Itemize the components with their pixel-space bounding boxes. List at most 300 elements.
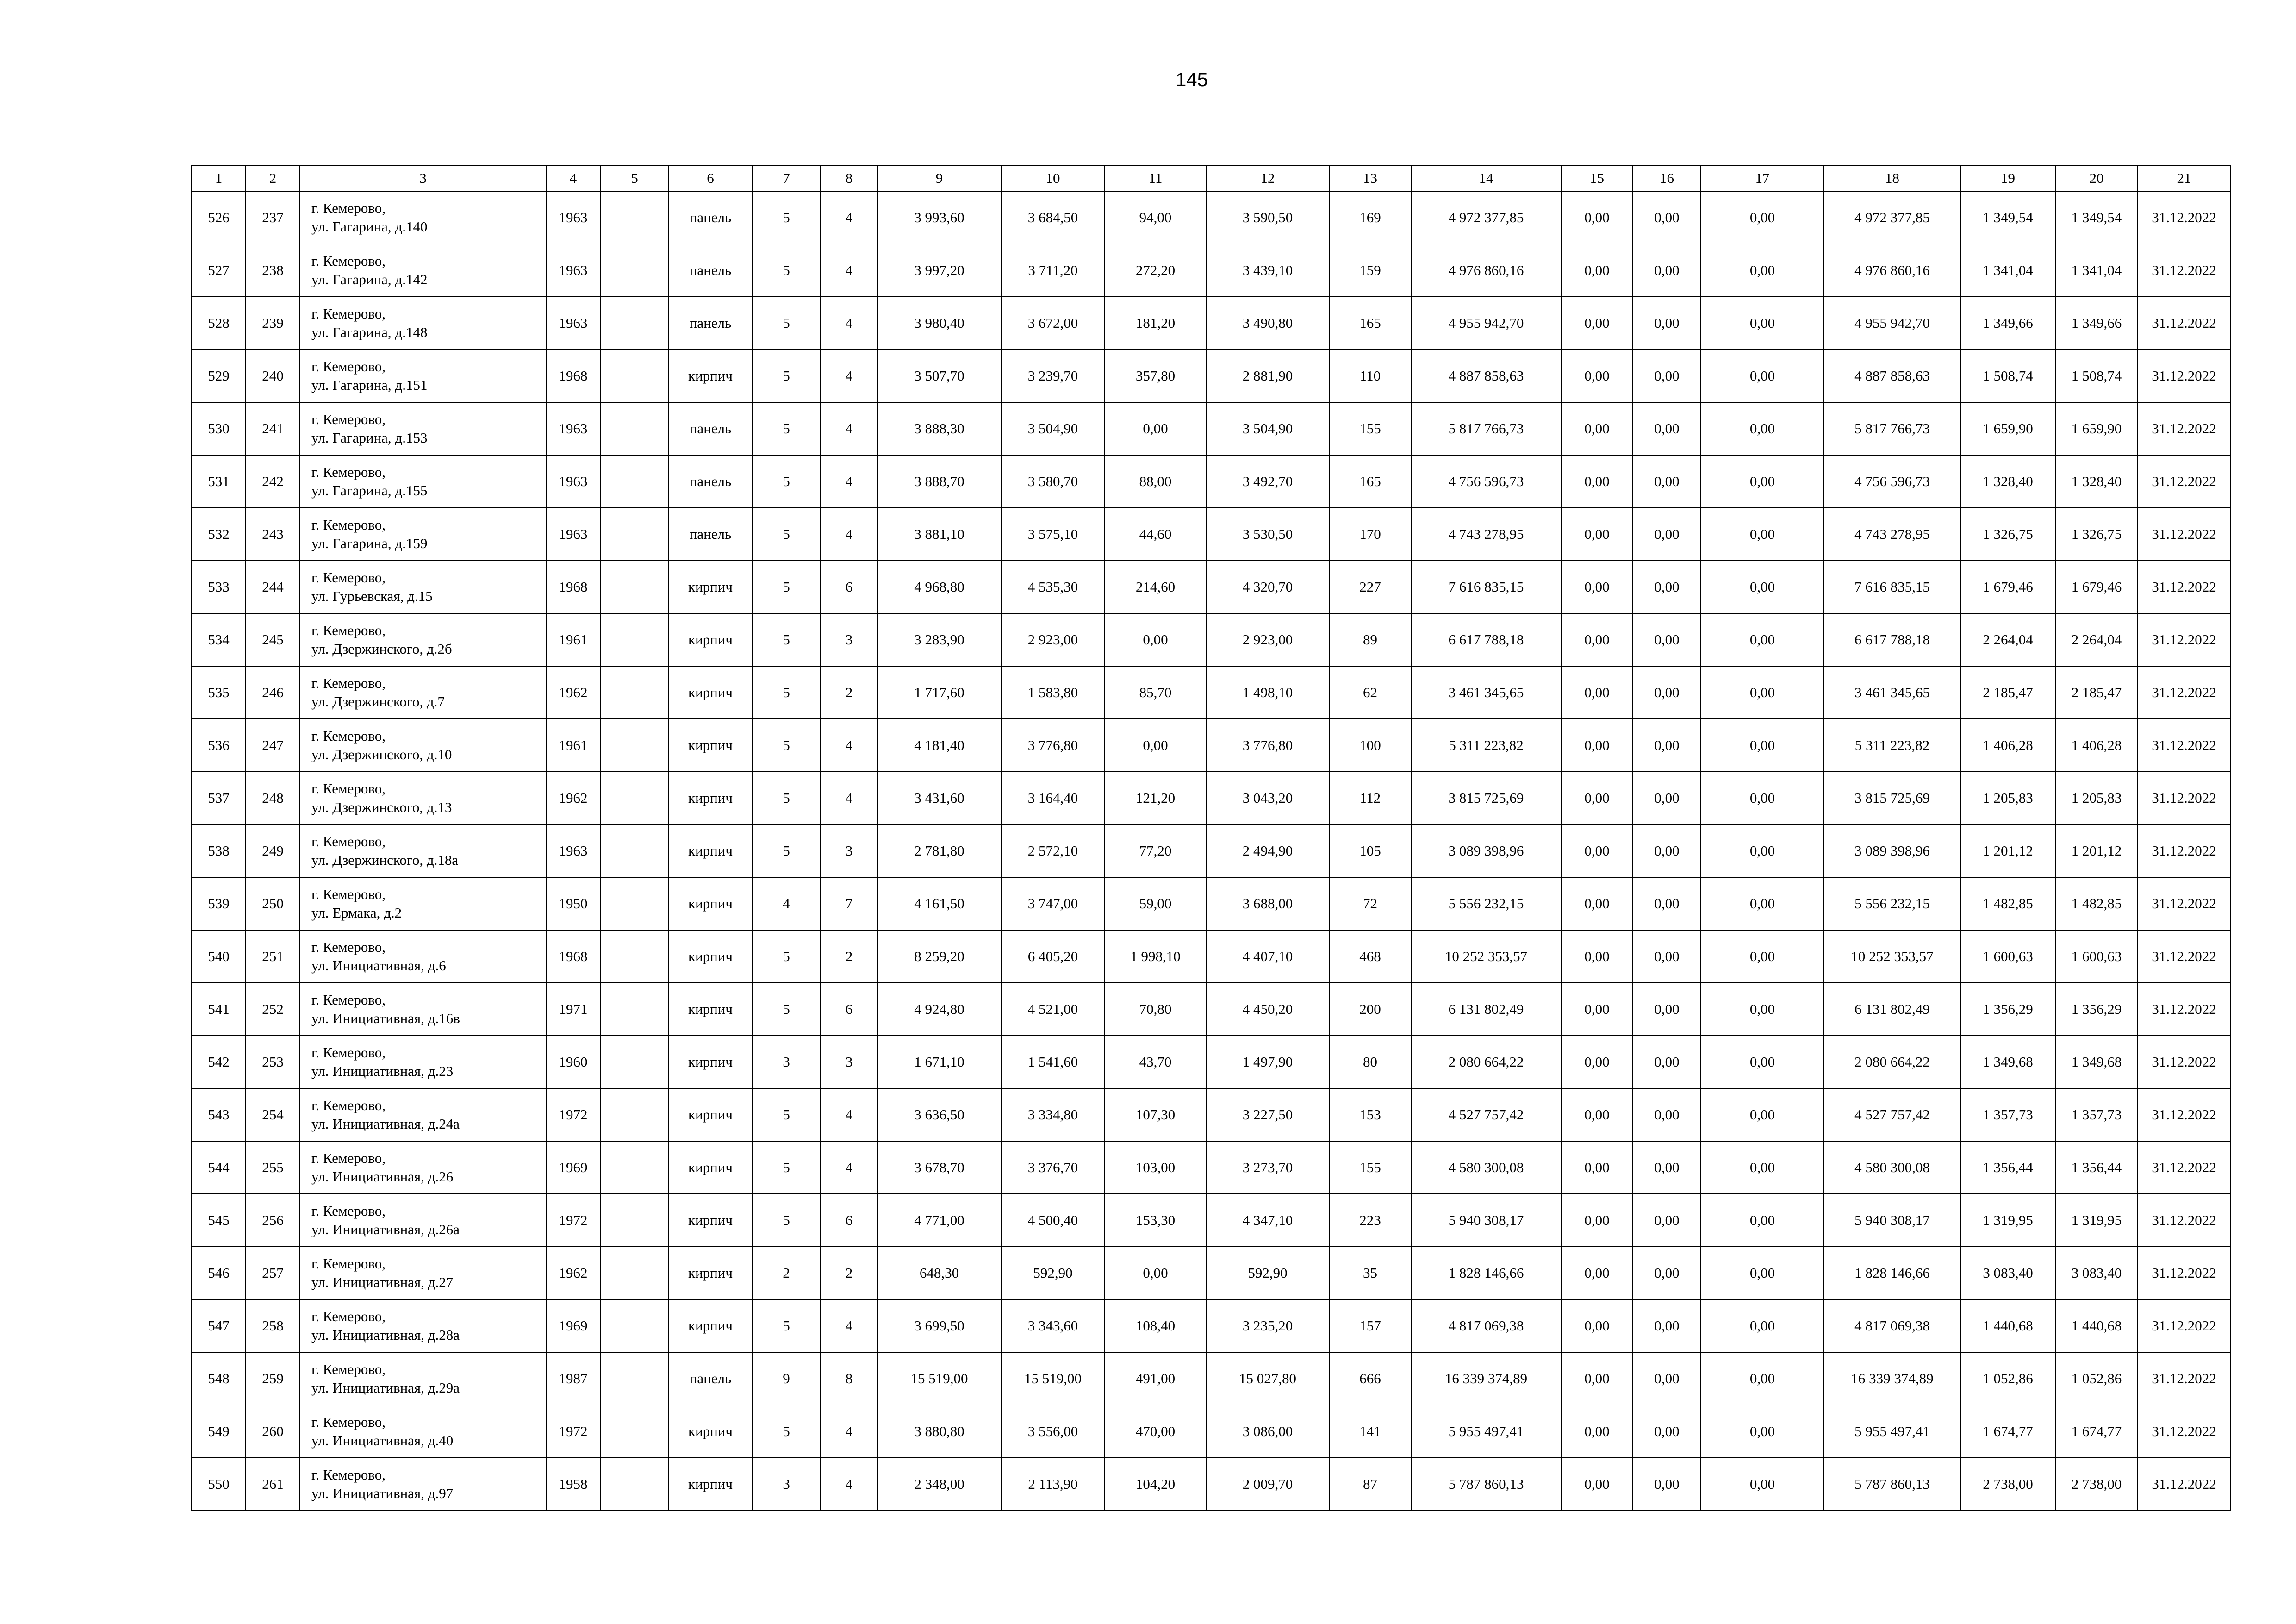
cell-col-19: 1 600,63 [1960,930,2055,983]
cell-col-2: 248 [246,772,300,824]
cell-col-9: 3 431,60 [877,772,1001,824]
address-street: ул. Гагарина, д.151 [311,377,428,393]
cell-col-6: кирпич [669,1036,752,1088]
cell-col-19: 1 326,75 [1960,508,2055,561]
cell-col-2: 261 [246,1458,300,1511]
address-street: ул. Ермака, д.2 [311,905,402,921]
cell-col-18: 4 756 596,73 [1824,455,1960,508]
cell-col-13: 62 [1329,666,1411,719]
cell-col-19: 1 341,04 [1960,244,2055,297]
cell-col-4: 1960 [546,1036,600,1088]
cell-col-20: 1 349,68 [2055,1036,2138,1088]
cell-col-4: 1961 [546,719,600,772]
cell-col-17: 0,00 [1701,1352,1824,1405]
address-city: г. Кемерово, [311,1203,386,1219]
cell-col-13: 200 [1329,983,1411,1036]
cell-col-9: 2 781,80 [877,824,1001,877]
cell-col-13: 112 [1329,772,1411,824]
cell-col-19: 1 349,68 [1960,1036,2055,1088]
table-row [192,1247,2230,1299]
cell-col-19: 1 508,74 [1960,350,2055,402]
cell-col-13: 155 [1329,1141,1411,1194]
cell-col-16: 0,00 [1633,930,1701,983]
cell-col-15: 0,00 [1561,1247,1633,1299]
cell-col-13: 468 [1329,930,1411,983]
table-row [192,983,2230,1036]
cell-col-5 [600,1352,669,1405]
address-street: ул. Гагарина, д.142 [311,271,428,287]
cell-col-15: 0,00 [1561,1141,1633,1194]
cell-col-1: 528 [192,297,246,350]
cell-col-9: 8 259,20 [877,930,1001,983]
cell-col-16: 0,00 [1633,1247,1701,1299]
address-street: ул. Гагарина, д.155 [311,482,428,499]
cell-col-1: 531 [192,455,246,508]
cell-col-20: 1 201,12 [2055,824,2138,877]
cell-col-2: 239 [246,297,300,350]
cell-col-6: кирпич [669,877,752,930]
cell-col-10: 15 519,00 [1001,1352,1105,1405]
cell-col-1: 536 [192,719,246,772]
cell-col-13: 100 [1329,719,1411,772]
column-header-16: 16 [1633,165,1701,191]
cell-col-10: 592,90 [1001,1247,1105,1299]
cell-col-10: 6 405,20 [1001,930,1105,983]
cell-col-11: 121,20 [1105,772,1206,824]
cell-col-5 [600,1299,669,1352]
address-cell [300,508,546,561]
page-number: 145 [1175,69,1208,90]
cell-col-20: 1 356,29 [2055,983,2138,1036]
cell-col-13: 155 [1329,402,1411,455]
cell-col-2: 257 [246,1247,300,1299]
column-header-11: 11 [1105,165,1206,191]
cell-col-17: 0,00 [1701,244,1824,297]
cell-col-16: 0,00 [1633,350,1701,402]
cell-col-17: 0,00 [1701,455,1824,508]
cell-col-18: 6 131 802,49 [1824,983,1960,1036]
column-header-12: 12 [1206,165,1329,191]
cell-col-8: 4 [821,772,877,824]
cell-col-2: 247 [246,719,300,772]
cell-col-10: 2 572,10 [1001,824,1105,877]
cell-col-16: 0,00 [1633,877,1701,930]
cell-col-9: 2 348,00 [877,1458,1001,1511]
cell-col-18: 5 940 308,17 [1824,1194,1960,1247]
cell-col-10: 3 376,70 [1001,1141,1105,1194]
cell-col-8: 4 [821,244,877,297]
cell-col-7: 5 [752,719,821,772]
cell-col-8: 6 [821,561,877,613]
cell-col-17: 0,00 [1701,930,1824,983]
cell-col-16: 0,00 [1633,1088,1701,1141]
cell-col-15: 0,00 [1561,1299,1633,1352]
cell-col-5 [600,983,669,1036]
cell-col-13: 170 [1329,508,1411,561]
cell-col-8: 3 [821,1036,877,1088]
cell-col-16: 0,00 [1633,1458,1701,1511]
cell-col-11: 214,60 [1105,561,1206,613]
cell-col-6: кирпич [669,719,752,772]
cell-col-2: 249 [246,824,300,877]
cell-col-1: 550 [192,1458,246,1511]
cell-col-13: 35 [1329,1247,1411,1299]
cell-col-6: панель [669,508,752,561]
address-street: ул. Дзержинского, д.18а [311,852,459,868]
address-cell [300,1247,546,1299]
address-city: г. Кемерово, [311,200,386,216]
address-cell [300,1299,546,1352]
address-city: г. Кемерово, [311,253,386,269]
cell-col-2: 243 [246,508,300,561]
cell-col-9: 3 636,50 [877,1088,1001,1141]
cell-col-2: 260 [246,1405,300,1458]
table-row [192,1141,2230,1194]
cell-col-2: 253 [246,1036,300,1088]
table-row [192,350,2230,402]
address-city: г. Кемерово, [311,1097,386,1113]
cell-col-12: 2 923,00 [1206,613,1329,666]
address-city: г. Кемерово, [311,675,386,691]
cell-col-17: 0,00 [1701,666,1824,719]
cell-col-1: 545 [192,1194,246,1247]
cell-col-13: 105 [1329,824,1411,877]
cell-col-8: 7 [821,877,877,930]
cell-col-5 [600,508,669,561]
cell-col-14: 3 461 345,65 [1411,666,1561,719]
cell-col-1: 548 [192,1352,246,1405]
table-body [192,191,2230,1511]
cell-col-8: 4 [821,402,877,455]
cell-col-13: 157 [1329,1299,1411,1352]
cell-col-15: 0,00 [1561,613,1633,666]
cell-col-20: 2 738,00 [2055,1458,2138,1511]
cell-col-21: 31.12.2022 [2138,402,2230,455]
cell-col-19: 1 659,90 [1960,402,2055,455]
cell-col-4: 1968 [546,930,600,983]
cell-col-1: 537 [192,772,246,824]
cell-col-11: 107,30 [1105,1088,1206,1141]
cell-col-10: 4 521,00 [1001,983,1105,1036]
cell-col-12: 3 776,80 [1206,719,1329,772]
cell-col-6: кирпич [669,1194,752,1247]
cell-col-13: 87 [1329,1458,1411,1511]
table-row [192,508,2230,561]
cell-col-20: 1 440,68 [2055,1299,2138,1352]
cell-col-1: 549 [192,1405,246,1458]
cell-col-10: 1 541,60 [1001,1036,1105,1088]
cell-col-17: 0,00 [1701,824,1824,877]
cell-col-2: 245 [246,613,300,666]
cell-col-11: 1 998,10 [1105,930,1206,983]
cell-col-20: 1 326,75 [2055,508,2138,561]
cell-col-18: 5 787 860,13 [1824,1458,1960,1511]
table-row [192,297,2230,350]
address-city: г. Кемерово, [311,728,386,744]
address-city: г. Кемерово, [311,1361,386,1377]
cell-col-9: 3 997,20 [877,244,1001,297]
cell-col-15: 0,00 [1561,1088,1633,1141]
cell-col-14: 4 743 278,95 [1411,508,1561,561]
cell-col-12: 3 492,70 [1206,455,1329,508]
cell-col-1: 530 [192,402,246,455]
cell-col-17: 0,00 [1701,1299,1824,1352]
column-header-4: 4 [546,165,600,191]
cell-col-7: 5 [752,455,821,508]
cell-col-17: 0,00 [1701,1036,1824,1088]
cell-col-16: 0,00 [1633,719,1701,772]
cell-col-12: 2 009,70 [1206,1458,1329,1511]
cell-col-16: 0,00 [1633,772,1701,824]
cell-col-12: 3 590,50 [1206,191,1329,244]
cell-col-1: 546 [192,1247,246,1299]
cell-col-17: 0,00 [1701,719,1824,772]
cell-col-6: панель [669,297,752,350]
cell-col-12: 592,90 [1206,1247,1329,1299]
cell-col-8: 4 [821,1405,877,1458]
cell-col-15: 0,00 [1561,244,1633,297]
cell-col-5 [600,402,669,455]
address-street: ул. Инициативная, д.23 [311,1063,454,1079]
cell-col-12: 3 043,20 [1206,772,1329,824]
address-street: ул. Инициативная, д.28а [311,1327,460,1343]
cell-col-6: панель [669,455,752,508]
cell-col-9: 648,30 [877,1247,1001,1299]
cell-col-1: 547 [192,1299,246,1352]
cell-col-17: 0,00 [1701,1141,1824,1194]
cell-col-5 [600,1405,669,1458]
cell-col-4: 1963 [546,402,600,455]
cell-col-20: 1 328,40 [2055,455,2138,508]
cell-col-8: 2 [821,930,877,983]
cell-col-18: 4 527 757,42 [1824,1088,1960,1141]
cell-col-7: 5 [752,508,821,561]
cell-col-15: 0,00 [1561,191,1633,244]
cell-col-9: 3 283,90 [877,613,1001,666]
cell-col-13: 141 [1329,1405,1411,1458]
cell-col-4: 1969 [546,1299,600,1352]
address-cell [300,719,546,772]
address-street: ул. Инициативная, д.16в [311,1010,460,1026]
cell-col-12: 2 881,90 [1206,350,1329,402]
cell-col-19: 1 679,46 [1960,561,2055,613]
cell-col-19: 1 674,77 [1960,1405,2055,1458]
cell-col-14: 4 976 860,16 [1411,244,1561,297]
column-header-18: 18 [1824,165,1960,191]
cell-col-19: 2 264,04 [1960,613,2055,666]
column-number-row [192,165,2230,191]
cell-col-11: 44,60 [1105,508,1206,561]
address-city: г. Кемерово, [311,306,386,322]
cell-col-4: 1963 [546,297,600,350]
cell-col-5 [600,1247,669,1299]
cell-col-11: 357,80 [1105,350,1206,402]
cell-col-18: 4 580 300,08 [1824,1141,1960,1194]
address-city: г. Кемерово, [311,569,386,586]
cell-col-8: 3 [821,613,877,666]
cell-col-5 [600,877,669,930]
cell-col-2: 251 [246,930,300,983]
cell-col-16: 0,00 [1633,1352,1701,1405]
cell-col-11: 43,70 [1105,1036,1206,1088]
cell-col-1: 542 [192,1036,246,1088]
address-city: г. Кемерово, [311,833,386,849]
column-header-2: 2 [246,165,300,191]
cell-col-19: 1 406,28 [1960,719,2055,772]
cell-col-7: 5 [752,1088,821,1141]
cell-col-18: 16 339 374,89 [1824,1352,1960,1405]
cell-col-6: кирпич [669,666,752,719]
column-header-17: 17 [1701,165,1824,191]
cell-col-5 [600,191,669,244]
cell-col-11: 0,00 [1105,1247,1206,1299]
address-street: ул. Дзержинского, д.13 [311,799,452,815]
cell-col-9: 1 671,10 [877,1036,1001,1088]
cell-col-11: 77,20 [1105,824,1206,877]
cell-col-9: 3 507,70 [877,350,1001,402]
cell-col-17: 0,00 [1701,191,1824,244]
cell-col-7: 5 [752,1194,821,1247]
cell-col-14: 5 817 766,73 [1411,402,1561,455]
address-city: г. Кемерово, [311,622,386,638]
cell-col-21: 31.12.2022 [2138,297,2230,350]
cell-col-5 [600,613,669,666]
address-cell [300,772,546,824]
address-cell [300,1088,546,1141]
column-header-19: 19 [1960,165,2055,191]
cell-col-4: 1963 [546,508,600,561]
cell-col-18: 3 089 398,96 [1824,824,1960,877]
cell-col-21: 31.12.2022 [2138,1458,2230,1511]
cell-col-13: 72 [1329,877,1411,930]
cell-col-10: 3 684,50 [1001,191,1105,244]
cell-col-7: 5 [752,983,821,1036]
cell-col-19: 1 482,85 [1960,877,2055,930]
cell-col-20: 1 341,04 [2055,244,2138,297]
cell-col-12: 3 273,70 [1206,1141,1329,1194]
cell-col-21: 31.12.2022 [2138,350,2230,402]
cell-col-7: 2 [752,1247,821,1299]
address-cell [300,930,546,983]
cell-col-12: 3 227,50 [1206,1088,1329,1141]
cell-col-1: 533 [192,561,246,613]
table-row [192,824,2230,877]
cell-col-10: 3 164,40 [1001,772,1105,824]
cell-col-8: 6 [821,983,877,1036]
cell-col-20: 3 083,40 [2055,1247,2138,1299]
cell-col-8: 4 [821,297,877,350]
cell-col-4: 1963 [546,455,600,508]
cell-col-14: 6 617 788,18 [1411,613,1561,666]
table-row [192,191,2230,244]
cell-col-14: 4 972 377,85 [1411,191,1561,244]
cell-col-2: 240 [246,350,300,402]
cell-col-16: 0,00 [1633,1194,1701,1247]
cell-col-14: 4 817 069,38 [1411,1299,1561,1352]
cell-col-21: 31.12.2022 [2138,1352,2230,1405]
cell-col-2: 241 [246,402,300,455]
cell-col-10: 3 556,00 [1001,1405,1105,1458]
cell-col-8: 4 [821,1088,877,1141]
cell-col-10: 2 113,90 [1001,1458,1105,1511]
cell-col-21: 31.12.2022 [2138,191,2230,244]
cell-col-15: 0,00 [1561,877,1633,930]
cell-col-18: 4 743 278,95 [1824,508,1960,561]
cell-col-18: 4 955 942,70 [1824,297,1960,350]
cell-col-7: 5 [752,772,821,824]
cell-col-7: 5 [752,824,821,877]
cell-col-20: 1 659,90 [2055,402,2138,455]
cell-col-4: 1961 [546,613,600,666]
cell-col-11: 108,40 [1105,1299,1206,1352]
cell-col-18: 3 815 725,69 [1824,772,1960,824]
cell-col-12: 2 494,90 [1206,824,1329,877]
cell-col-6: кирпич [669,613,752,666]
address-cell [300,1194,546,1247]
cell-col-2: 259 [246,1352,300,1405]
cell-col-12: 3 490,80 [1206,297,1329,350]
cell-col-11: 491,00 [1105,1352,1206,1405]
cell-col-11: 181,20 [1105,297,1206,350]
cell-col-6: панель [669,1352,752,1405]
cell-col-15: 0,00 [1561,1036,1633,1088]
cell-col-2: 250 [246,877,300,930]
cell-col-15: 0,00 [1561,1194,1633,1247]
cell-col-16: 0,00 [1633,244,1701,297]
cell-col-14: 5 787 860,13 [1411,1458,1561,1511]
address-city: г. Кемерово, [311,781,386,797]
cell-col-21: 31.12.2022 [2138,508,2230,561]
cell-col-15: 0,00 [1561,666,1633,719]
cell-col-11: 0,00 [1105,613,1206,666]
cell-col-15: 0,00 [1561,455,1633,508]
cell-col-4: 1962 [546,1247,600,1299]
cell-col-1: 534 [192,613,246,666]
cell-col-5 [600,561,669,613]
cell-col-1: 535 [192,666,246,719]
cell-col-10: 2 923,00 [1001,613,1105,666]
cell-col-14: 3 815 725,69 [1411,772,1561,824]
cell-col-12: 4 450,20 [1206,983,1329,1036]
address-cell [300,983,546,1036]
cell-col-4: 1962 [546,772,600,824]
address-city: г. Кемерово, [311,517,386,533]
cell-col-7: 5 [752,244,821,297]
cell-col-20: 1 674,77 [2055,1405,2138,1458]
cell-col-13: 80 [1329,1036,1411,1088]
cell-col-19: 1 356,44 [1960,1141,2055,1194]
cell-col-17: 0,00 [1701,1458,1824,1511]
cell-col-21: 31.12.2022 [2138,1088,2230,1141]
cell-col-12: 3 530,50 [1206,508,1329,561]
cell-col-5 [600,930,669,983]
address-city: г. Кемерово, [311,992,386,1008]
cell-col-2: 242 [246,455,300,508]
cell-col-15: 0,00 [1561,1405,1633,1458]
address-street: ул. Инициативная, д.29а [311,1380,460,1396]
table-row [192,561,2230,613]
cell-col-15: 0,00 [1561,983,1633,1036]
cell-col-18: 5 556 232,15 [1824,877,1960,930]
cell-col-16: 0,00 [1633,613,1701,666]
cell-col-8: 4 [821,1141,877,1194]
cell-col-21: 31.12.2022 [2138,983,2230,1036]
cell-col-6: кирпич [669,930,752,983]
cell-col-9: 3 678,70 [877,1141,1001,1194]
cell-col-10: 3 747,00 [1001,877,1105,930]
cell-col-21: 31.12.2022 [2138,1247,2230,1299]
address-street: ул. Гагарина, д.148 [311,324,428,340]
